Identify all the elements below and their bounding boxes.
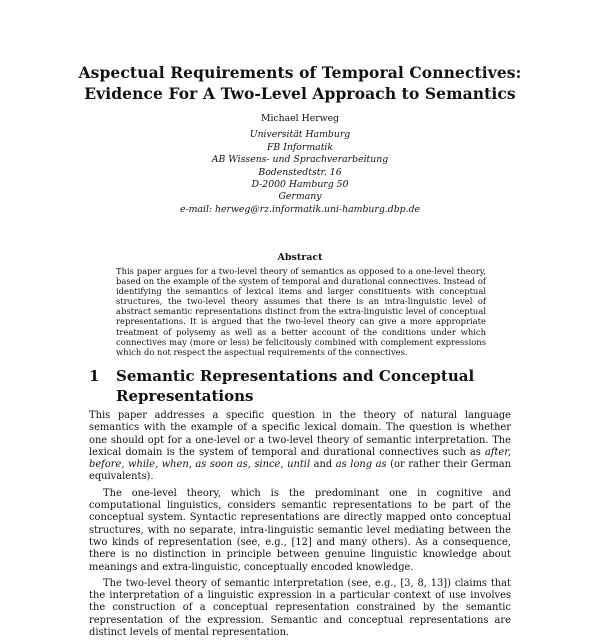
author-block: [100, 113, 500, 216]
paragraph-text: This paper addresses a specific question in the theory of natural language semantics with the example of a specific lexical domain. The question is whether one should opt for a one-level or a two-level theory of semantic interpretation. The lexical domain is the system of temporal and durational connectives such as: [89, 410, 511, 458]
abstract-text: This paper argues for a two-level theory of semantics as opposed to a one-level theory, based on the example of the system of temporal and durational connectives. Instead of identifying the semantics of lexical items and larger constituents with conceptual structures, the two-level theory assumes that there is an intra-linguistic level of abstract semantic representations distinct from the extra-linguistic level of conceptual representations. It is argued that the two-level theory can give a more appropriate treatment of polysemy as well as a better account of the conditions under which connectives may (more or less) be felicitously combined with complement expressions which do not respect the aspectual requirements of the connectives.: [116, 266, 486, 357]
affiliation-line: AB Wissens- und Sprachverarbeitung: [211, 154, 389, 166]
connective-term: as long as: [335, 459, 387, 471]
paragraph-2: The one-level theory, which is the predominant one in cognitive and computational linguistics, considers semantic representations to be part of the conceptual system. Syntactic representations are directly mapped onto conceptual structures, with no separate, intra-linguistic semantic level mediating between the two kinds of representation (see, e.g., [12] and many others). As a consequence, there is no distinction in principle between genuine linguistic knowledge about meanings and extra-linguistic, conceptually encoded knowledge.: [89, 487, 511, 573]
paper-title: [60, 62, 540, 104]
paragraph-text: (or rather their German equivalents).: [89, 459, 511, 483]
paragraph-1: [89, 410, 511, 484]
abstract-heading: Abstract: [277, 252, 323, 263]
paragraph-3: The two-level theory of semantic interpretation (see, e.g., [3, 8, 13]) claims that the interpretation of a linguistic expression in a particular context of use involves the construction of a conceptual representation constrained by the semantic representation of the expression. Semantic and conceptual representations are distinct levels of mental representation.: [89, 577, 511, 639]
affiliation-line: FB Informatik: [266, 141, 334, 153]
connectives-list: after, before, while, when, as soon as, since, until: [89, 446, 511, 471]
title-line-1: Aspectual Requirements of Temporal Connectives:: [78, 63, 522, 82]
title-line-2: Evidence For A Two-Level Approach to Semantics: [84, 84, 516, 103]
affiliation-line: Universität Hamburg: [249, 129, 351, 141]
section-title: Semantic Representations and Conceptual Representations: [116, 367, 475, 405]
email-address: e-mail: herweg@rz.informatik.uni-hamburg.dbp.de: [179, 203, 421, 215]
affiliation-line: Bodenstedtstr. 16: [258, 166, 342, 178]
paragraph-text: and: [310, 459, 336, 471]
author-name: Michael Herweg: [260, 113, 340, 124]
body-text: [89, 410, 511, 643]
section-heading: [89, 366, 529, 406]
section-number: 1: [89, 367, 100, 385]
affiliation-line: Germany: [278, 191, 322, 203]
affiliation-line: D-2000 Hamburg 50: [251, 179, 349, 191]
